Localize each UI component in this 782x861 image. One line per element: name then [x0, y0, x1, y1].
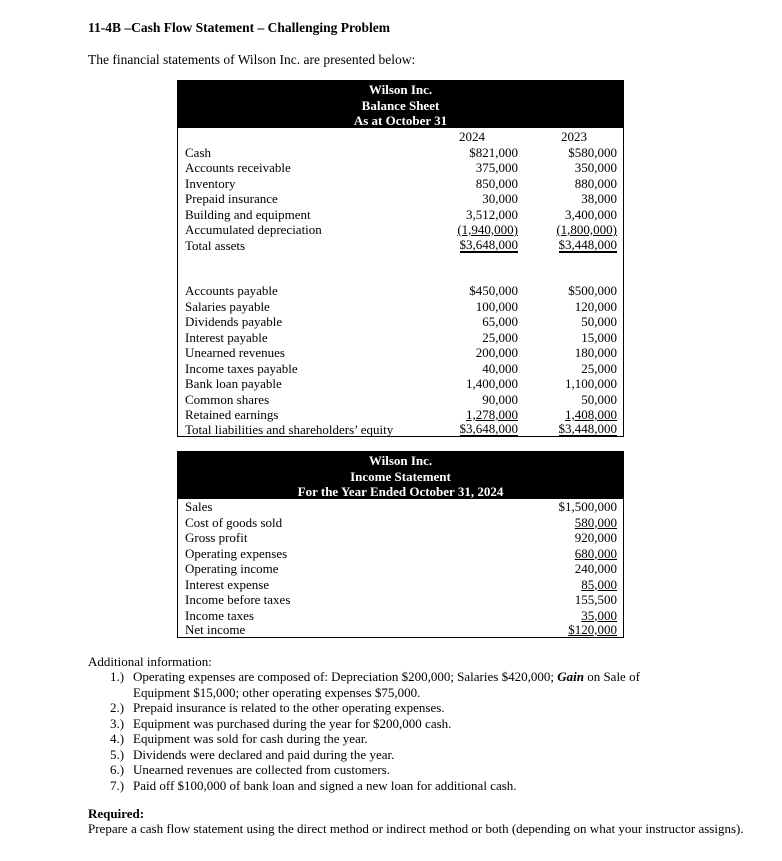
value-2023: 880,000	[574, 175, 617, 191]
required-text: Prepare a cash flow statement using the direct method or indirect method or both (depending on what your instructor assigns).	[88, 821, 744, 836]
item-text: Prepaid insurance is related to the other operating expenses.	[133, 700, 445, 715]
item-text: Equipment $15,000; other operating expenses $75,000.	[133, 684, 421, 700]
value-2024: (1,940,000)	[457, 222, 518, 237]
table-row	[178, 299, 623, 315]
item-number: 2.)	[110, 700, 125, 715]
table-row	[178, 561, 623, 577]
table-row	[178, 191, 623, 207]
net-income-row	[178, 622, 623, 638]
item-number: 3.)	[110, 715, 125, 731]
value-2024: $821,000	[469, 144, 518, 160]
table-row	[178, 176, 623, 192]
item-text-pre: Operating expenses are composed of: Depreciation $200,000; Salaries $420,000;	[133, 669, 558, 684]
value-2024: 25,000	[482, 329, 518, 345]
row-value: 35,000	[581, 607, 617, 623]
value-2023: 15,000	[581, 329, 617, 345]
row-label: Salaries payable	[185, 298, 270, 314]
value-2024: 850,000	[475, 175, 518, 191]
row-label: Interest payable	[185, 329, 268, 345]
item-text: Equipment was sold for cash during the year.	[133, 731, 368, 746]
value-2023: 25,000	[581, 360, 617, 376]
table-row	[178, 608, 623, 624]
row-value: 85,000	[581, 576, 617, 592]
row-label: Cost of goods sold	[185, 514, 283, 530]
table-row	[178, 283, 623, 299]
item-number: 6.)	[110, 762, 125, 777]
value-2024: 65,000	[482, 314, 518, 329]
table-row	[178, 499, 623, 515]
value-2024: 3,512,000	[466, 206, 518, 222]
row-value: 920,000	[574, 530, 617, 545]
row-value: 155,500	[574, 592, 617, 607]
additional-info-heading: Additional information:	[88, 654, 212, 669]
row-label: Income taxes payable	[185, 360, 298, 376]
income-statement-header	[178, 452, 623, 499]
value-2024: 40,000	[482, 360, 518, 376]
row-value: 680,000	[574, 545, 617, 561]
value-2023: $3,448,000	[558, 421, 617, 436]
item-text: Unearned revenues are collected from customers.	[133, 762, 390, 777]
value-2023: 1,408,000	[565, 407, 617, 422]
row-label: Total assets	[185, 237, 246, 253]
value-2024: 200,000	[475, 345, 518, 360]
item-text	[133, 669, 640, 685]
item-text: Paid off $100,000 of bank loan and signed a new loan for additional cash.	[133, 777, 517, 793]
year-2023: 2023	[561, 129, 587, 144]
value-2023: 120,000	[574, 298, 617, 314]
table-row	[178, 515, 623, 531]
bs-date: As at October 31	[353, 113, 448, 128]
value-2023: $580,000	[568, 144, 617, 160]
row-label: Retained earnings	[185, 407, 279, 422]
row-label: Common shares	[185, 391, 270, 407]
value-2023: $3,448,000	[558, 236, 617, 252]
bs-statement-name: Balance Sheet	[361, 97, 440, 113]
row-label: Unearned revenues	[185, 345, 285, 360]
row-label: Total liabilities and shareholders’ equity	[185, 422, 394, 437]
table-row	[178, 407, 623, 423]
value-2024: $3,648,000	[459, 421, 518, 436]
value-2024: 100,000	[475, 298, 518, 314]
balance-sheet-header	[178, 81, 623, 128]
row-label: Gross profit	[185, 530, 248, 545]
total-liabilities-equity-row	[178, 422, 623, 438]
item-number: 7.)	[110, 777, 125, 793]
value-2024: 30,000	[482, 191, 518, 206]
bs-year-header	[178, 129, 623, 145]
item-number: 4.)	[110, 731, 125, 746]
value-2024: 1,278,000	[466, 407, 518, 422]
income-statement	[177, 451, 624, 638]
item-text-emphasis: Gain	[557, 669, 584, 684]
table-row	[178, 207, 623, 223]
row-label: Dividends payable	[185, 314, 283, 329]
row-label: Inventory	[185, 175, 236, 191]
value-2024: $450,000	[469, 283, 518, 298]
table-row	[178, 392, 623, 408]
value-2024: 1,400,000	[466, 376, 518, 391]
table-row	[178, 530, 623, 546]
value-2024: 375,000	[475, 160, 518, 175]
item-text: Equipment was purchased during the year for $200,000 cash.	[133, 715, 452, 731]
table-row	[178, 145, 623, 161]
value-2024: 90,000	[482, 391, 518, 407]
table-row	[178, 361, 623, 377]
row-label: Accumulated depreciation	[185, 222, 322, 237]
value-2024: $3,648,000	[459, 236, 518, 252]
row-label: Accounts receivable	[185, 160, 291, 175]
item-text-post: on Sale of	[583, 669, 640, 684]
value-2023: 3,400,000	[565, 206, 617, 222]
row-label: Income before taxes	[185, 592, 291, 607]
row-label: Operating income	[185, 561, 279, 576]
value-2023: 38,000	[581, 191, 617, 206]
table-row	[178, 546, 623, 562]
table-row	[178, 592, 623, 608]
balance-sheet	[177, 80, 624, 437]
row-label: Interest expense	[185, 576, 270, 592]
required-heading: Required:	[88, 806, 145, 821]
value-2023: 50,000	[581, 314, 617, 329]
table-row	[178, 330, 623, 346]
row-label: Net income	[185, 622, 246, 637]
row-label: Bank loan payable	[185, 376, 282, 391]
intro-text: The financial statements of Wilson Inc. are presented below:	[88, 52, 416, 67]
is-statement-name: Income Statement	[350, 468, 451, 484]
row-label: Building and equipment	[185, 206, 311, 222]
row-value: 580,000	[574, 514, 617, 530]
table-row	[178, 376, 623, 392]
value-2023: 350,000	[574, 160, 617, 175]
is-company: Wilson Inc.	[368, 453, 433, 468]
row-value: $1,500,000	[558, 499, 617, 514]
row-label: Prepaid insurance	[185, 191, 278, 206]
row-label: Accounts payable	[185, 283, 278, 298]
value-2023: 1,100,000	[565, 376, 617, 391]
table-row	[178, 314, 623, 330]
row-label: Sales	[185, 499, 213, 514]
bs-company: Wilson Inc.	[368, 82, 433, 97]
table-row	[178, 345, 623, 361]
value-2023: (1,800,000)	[556, 222, 617, 237]
value-2023: 180,000	[574, 345, 617, 360]
is-period: For the Year Ended October 31, 2024	[297, 484, 504, 499]
row-label: Income taxes	[185, 607, 254, 623]
row-label: Operating expenses	[185, 545, 288, 561]
value-2023: 50,000	[581, 391, 617, 407]
item-number: 1.)	[110, 669, 125, 684]
table-row	[178, 222, 623, 238]
item-number: 5.)	[110, 746, 125, 762]
total-assets-row	[178, 238, 623, 254]
row-value: 240,000	[574, 561, 617, 576]
year-2024: 2024	[459, 129, 485, 144]
table-row	[178, 577, 623, 593]
row-value: $120,000	[568, 622, 617, 637]
item-text: Dividends were declared and paid during the year.	[133, 746, 395, 762]
value-2023: $500,000	[568, 283, 617, 298]
row-label: Cash	[185, 144, 211, 160]
table-row	[178, 160, 623, 176]
problem-title: 11-4B –Cash Flow Statement – Challenging Problem	[88, 20, 391, 35]
